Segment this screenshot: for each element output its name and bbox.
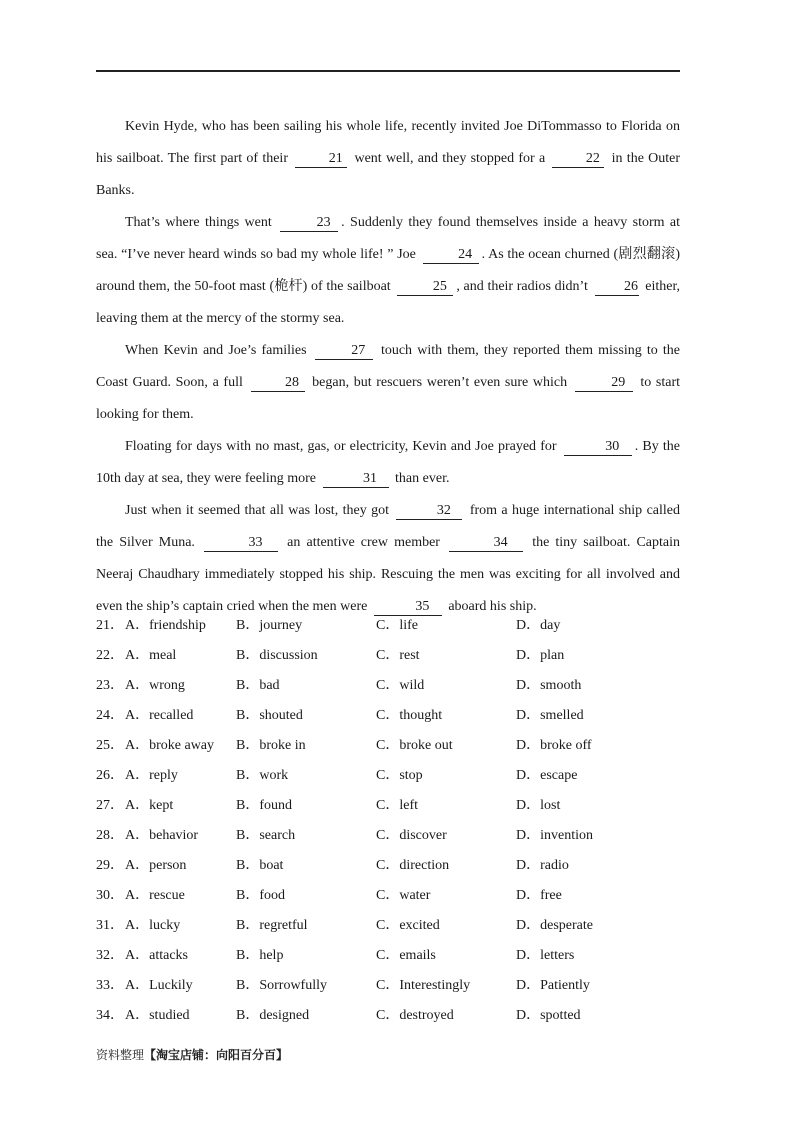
passage-text: the tiny sailboat. Captain Neeraj Chaudhary immediately stopped his ship. Rescuing the men was exciting for all involved and even the ship’s captain cried when the men were: [96, 535, 680, 614]
blank-25: 25: [397, 279, 453, 296]
option-a[interactable]: A．friendship: [125, 618, 206, 633]
paragraph-1: [96, 111, 680, 207]
option-d[interactable]: D．broke off: [516, 738, 592, 753]
option-a[interactable]: A．meal: [125, 648, 177, 663]
option-b[interactable]: B．boat: [236, 858, 284, 873]
option-d[interactable]: D．lost: [516, 798, 561, 813]
question-number: 23．: [96, 678, 124, 693]
option-d[interactable]: D．Patiently: [516, 978, 590, 993]
question-number: 33．: [96, 978, 124, 993]
question-number: 22．: [96, 648, 124, 663]
question-number: 24．: [96, 708, 124, 723]
passage-text: began, but rescuers weren’t even sure which: [312, 375, 568, 390]
question-number: 30．: [96, 888, 124, 903]
option-c[interactable]: C．Interestingly: [376, 978, 471, 993]
blank-34: 34: [449, 535, 523, 552]
option-c[interactable]: C．water: [376, 888, 431, 903]
option-c[interactable]: C．rest: [376, 648, 420, 663]
option-b[interactable]: B．help: [236, 948, 284, 963]
passage-text: That’s where things went: [125, 215, 272, 230]
option-c[interactable]: C．left: [376, 798, 418, 813]
paragraph-5: [96, 495, 680, 623]
footer-shop: 【淘宝店铺：向阳百分百】: [144, 1048, 289, 1062]
option-d[interactable]: D．plan: [516, 648, 565, 663]
option-c[interactable]: C．life: [376, 618, 418, 633]
question-row: [96, 971, 696, 1001]
option-b[interactable]: B．Sorrowfully: [236, 978, 327, 993]
passage-text: When Kevin and Joe’s families: [125, 343, 307, 358]
option-d[interactable]: D．desperate: [516, 918, 593, 933]
passage-text: an attentive crew member: [287, 535, 440, 550]
option-b[interactable]: B．found: [236, 798, 292, 813]
passage-text: Just when it seemed that all was lost, they got: [125, 503, 389, 518]
blank-23: 23: [280, 215, 338, 232]
header-rule: [96, 70, 680, 72]
option-a[interactable]: A．recalled: [125, 708, 194, 723]
option-c[interactable]: C．direction: [376, 858, 450, 873]
question-row: [96, 641, 696, 671]
option-a[interactable]: A．reply: [125, 768, 178, 783]
blank-35: 35: [374, 599, 442, 616]
footer-label: 资料整理: [96, 1048, 145, 1062]
blank-22: 22: [552, 151, 604, 168]
option-a[interactable]: A．Luckily: [125, 978, 193, 993]
option-d[interactable]: D．smooth: [516, 678, 582, 693]
passage-text: aboard his ship.: [448, 599, 537, 614]
blank-32: 32: [396, 503, 462, 520]
option-a[interactable]: A．kept: [125, 798, 174, 813]
option-c[interactable]: C．broke out: [376, 738, 453, 753]
question-row: [96, 761, 696, 791]
option-b[interactable]: B．bad: [236, 678, 280, 693]
option-b[interactable]: B．discussion: [236, 648, 318, 663]
passage-text: , and their radios didn’t: [456, 279, 588, 294]
paragraph-2: [96, 207, 680, 335]
cloze-passage: [96, 111, 680, 623]
option-d[interactable]: D．radio: [516, 858, 569, 873]
question-number: 34．: [96, 1008, 124, 1023]
question-row: [96, 821, 696, 851]
option-b[interactable]: B．work: [236, 768, 289, 783]
paragraph-4: [96, 431, 680, 495]
blank-26: 26: [595, 279, 639, 296]
passage-text: went well, and they stopped for a: [354, 151, 546, 166]
question-row: [96, 731, 696, 761]
paragraph-3: [96, 335, 680, 431]
option-a[interactable]: A．lucky: [125, 918, 181, 933]
blank-29: 29: [575, 375, 633, 392]
passage-text: than ever.: [395, 471, 450, 486]
option-b[interactable]: B．food: [236, 888, 285, 903]
passage-text: . Suddenly they found themselves inside a heavy storm at sea. “I’ve never heard winds so bad my whole life! ” Joe: [96, 215, 681, 262]
option-b[interactable]: B．broke in: [236, 738, 306, 753]
option-a[interactable]: A．studied: [125, 1008, 190, 1023]
blank-33: 33: [204, 535, 278, 552]
option-a[interactable]: A．wrong: [125, 678, 185, 693]
passage-text: to start looking for them.: [96, 375, 681, 422]
question-row: [96, 851, 696, 881]
option-b[interactable]: B．journey: [236, 618, 303, 633]
question-row: [96, 791, 696, 821]
option-b[interactable]: B．regretful: [236, 918, 308, 933]
question-row: [96, 671, 696, 701]
option-c[interactable]: C．destroyed: [376, 1008, 454, 1023]
question-row: [96, 911, 696, 941]
option-a[interactable]: A．behavior: [125, 828, 199, 843]
question-row: [96, 611, 696, 641]
option-d[interactable]: D．day: [516, 618, 561, 633]
passage-text: either, leaving them at the mercy of the stormy sea.: [96, 279, 681, 326]
question-number: 29．: [96, 858, 124, 873]
blank-24: 24: [423, 247, 479, 264]
passage-text: Kevin Hyde, who has been sailing his whole life, recently invited Joe DiTommasso to Florida on his sailboat. The first part of their: [96, 119, 680, 166]
question-number: 32．: [96, 948, 124, 963]
option-d[interactable]: D．escape: [516, 768, 578, 783]
option-a[interactable]: A．attacks: [125, 948, 188, 963]
answer-options: [96, 611, 696, 1031]
option-c[interactable]: C．emails: [376, 948, 436, 963]
passage-text: touch with them, they reported them missing to the Coast Guard. Soon, a full: [96, 343, 681, 390]
option-d[interactable]: D．letters: [516, 948, 575, 963]
option-c[interactable]: C．stop: [376, 768, 423, 783]
option-a[interactable]: A．person: [125, 858, 187, 873]
question-number: 25．: [96, 738, 124, 753]
option-d[interactable]: D．free: [516, 888, 562, 903]
passage-text: from a huge international ship called the Silver Muna.: [96, 503, 680, 550]
option-c[interactable]: C．excited: [376, 918, 440, 933]
question-number: 21．: [96, 618, 124, 633]
question-number: 31．: [96, 918, 124, 933]
option-c[interactable]: C．discover: [376, 828, 447, 843]
option-d[interactable]: D．invention: [516, 828, 593, 843]
option-d[interactable]: D．smelled: [516, 708, 584, 723]
option-a[interactable]: A．broke away: [125, 738, 215, 753]
option-c[interactable]: C．wild: [376, 678, 425, 693]
passage-text: . By the 10th day at sea, they were feeling more: [96, 439, 680, 486]
question-number: 27．: [96, 798, 124, 813]
blank-28: 28: [251, 375, 305, 392]
blank-30: 30: [564, 439, 632, 456]
question-row: [96, 881, 696, 911]
question-row: [96, 941, 696, 971]
blank-27: 27: [315, 343, 373, 360]
passage-text: Floating for days with no mast, gas, or electricity, Kevin and Joe prayed for: [125, 439, 557, 454]
option-b[interactable]: B．search: [236, 828, 296, 843]
option-c[interactable]: C．thought: [376, 708, 443, 723]
passage-text: in the Outer Banks.: [96, 151, 681, 198]
footer: [96, 1046, 288, 1063]
passage-text: . As the ocean churned (剧烈翻滚) around them, the 50-foot mast (桅杆) of the sailboat: [96, 247, 681, 294]
option-a[interactable]: A．rescue: [125, 888, 185, 903]
blank-21: 21: [295, 151, 347, 168]
question-number: 28．: [96, 828, 124, 843]
blank-31: 31: [323, 471, 389, 488]
question-row: [96, 701, 696, 731]
option-b[interactable]: B．shouted: [236, 708, 303, 723]
question-row: [96, 1001, 696, 1031]
option-b[interactable]: B．designed: [236, 1008, 310, 1023]
question-number: 26．: [96, 768, 124, 783]
option-d[interactable]: D．spotted: [516, 1008, 581, 1023]
